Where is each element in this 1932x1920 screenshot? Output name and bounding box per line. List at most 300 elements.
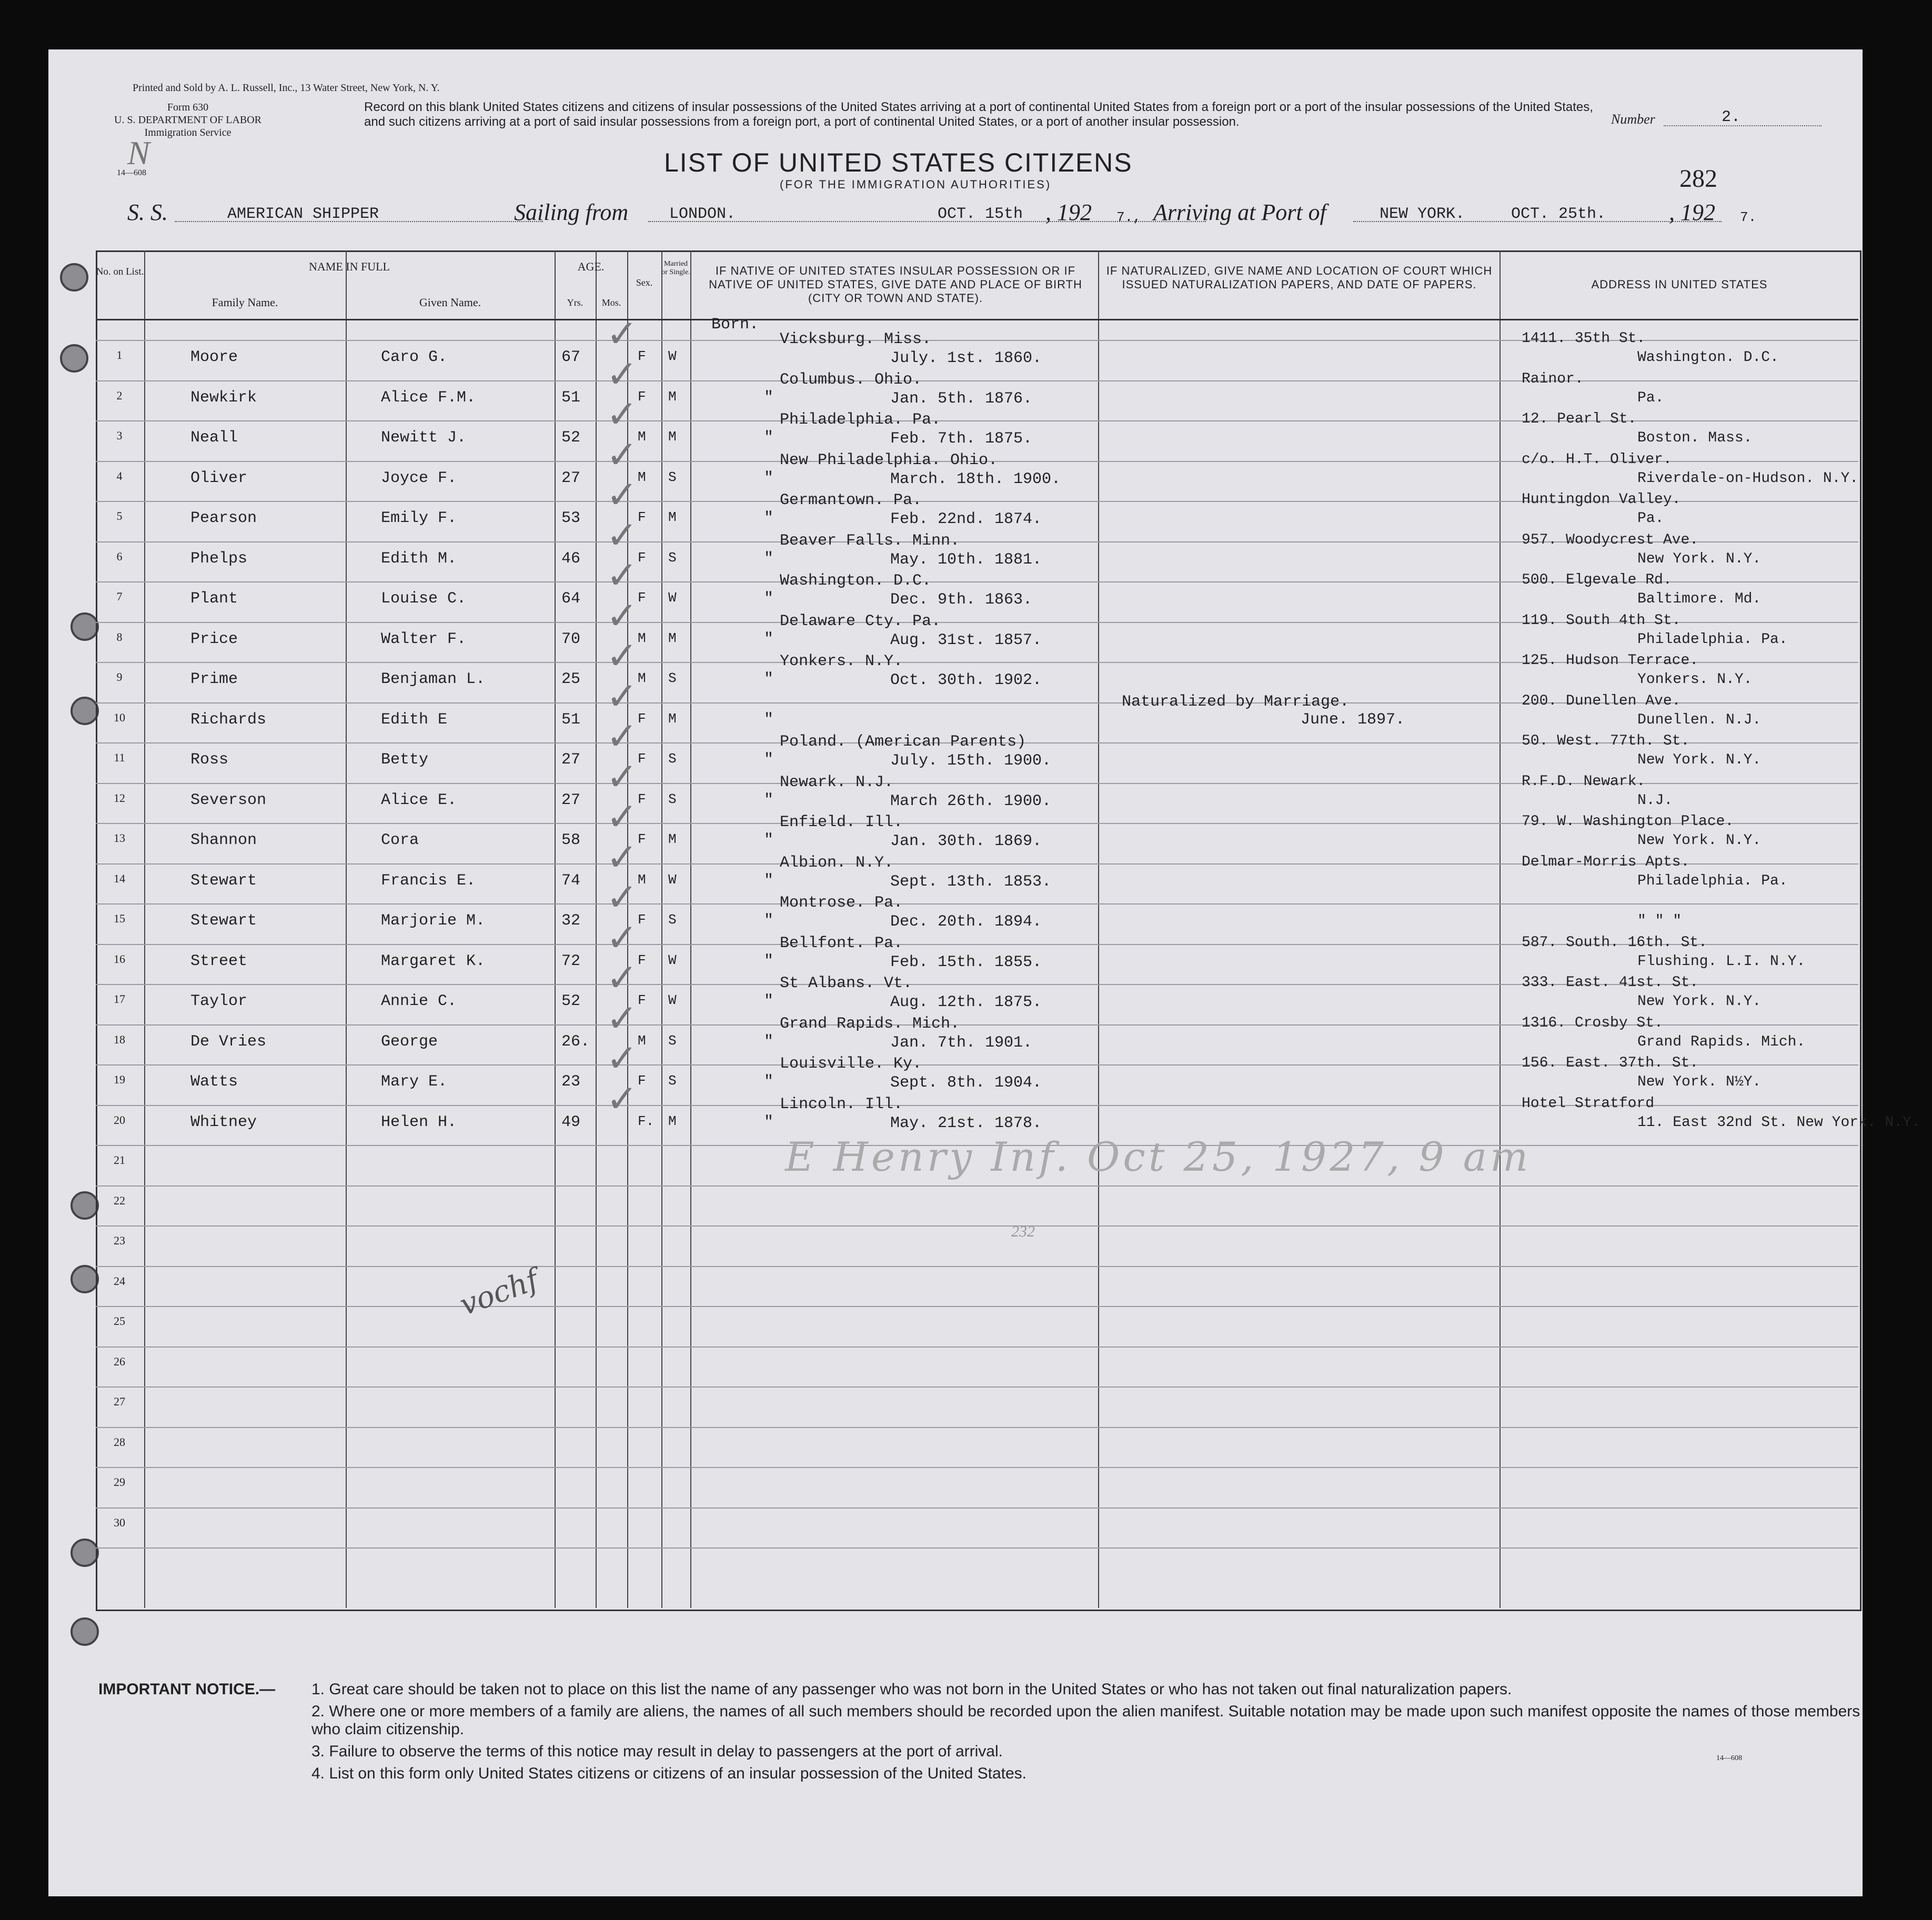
family-name: De Vries: [190, 1032, 267, 1051]
age-years: 51: [561, 710, 581, 729]
marital-status: W: [668, 952, 677, 968]
page-title: LIST OF UNITED STATES CITIZENS: [664, 148, 1133, 177]
birth-place: Albion. N.Y.: [780, 853, 894, 872]
notice-item-1: 1. Great care should be taken not to place on this list the name of any passenger who was not born in the United States or who has not taken out final naturalization papers.: [311, 1681, 1512, 1698]
birth-date: Jan. 30th. 1869.: [890, 832, 1042, 850]
row-rule: [96, 1467, 1858, 1468]
age-years: 67: [561, 348, 581, 366]
row-number: 10: [114, 710, 125, 724]
address-line-2: New York. N.Y.: [1637, 993, 1762, 1010]
marital-status: M: [668, 388, 677, 405]
ditto-mark: ": [764, 791, 774, 809]
birth-date: July. 15th. 1900.: [890, 752, 1052, 770]
address-line-1: 156. East. 37th. St.: [1522, 1055, 1699, 1071]
birth-place: Bellfont. Pa.: [780, 934, 903, 952]
address-line-2: N.J.: [1637, 792, 1673, 809]
address-line-1: 587. South. 16th. St.: [1522, 934, 1707, 951]
notice-item-2: 2. Where one or more members of a family are aliens, the names of all such members should be recorded upon the alien manifest. Suitable notation may be made upon such manifest opposite the names of those members who claim citizenship.: [311, 1703, 1860, 1738]
birth-date: Aug. 12th. 1875.: [890, 993, 1042, 1011]
check-mark: ✓: [606, 311, 638, 356]
row-rule: [96, 1507, 1858, 1509]
check-mark: ✓: [606, 1076, 638, 1121]
check-mark: ✓: [606, 1036, 638, 1080]
marital-status: W: [668, 590, 677, 606]
row-rule: [96, 1346, 1858, 1348]
age-years: 52: [561, 992, 581, 1010]
corner-handwritten-mark: N: [127, 134, 150, 172]
family-name: Taylor: [190, 992, 248, 1010]
given-name: Annie C.: [381, 992, 457, 1010]
row-rule: [96, 1306, 1858, 1307]
given-name: Cora: [381, 831, 419, 849]
year-digit-2: 7.: [1740, 209, 1757, 225]
marital-status: W: [668, 348, 677, 364]
address-line-2: New York. N.Y.: [1637, 550, 1762, 567]
address-line-1: 1411. 35th St.: [1522, 330, 1646, 347]
check-mark: ✓: [606, 875, 638, 919]
address-line-2: " " ": [1637, 913, 1682, 929]
row-number: 20: [114, 1113, 125, 1127]
row-number: 21: [114, 1153, 125, 1167]
service-label: Immigration Service: [144, 127, 232, 138]
marital-status: M: [668, 831, 677, 847]
age-years: 52: [561, 429, 581, 447]
ship-name: AMERICAN SHIPPER: [227, 205, 379, 223]
ditto-mark: ": [764, 952, 774, 970]
marital-status: S: [668, 912, 677, 928]
given-name: Benjaman L.: [381, 670, 486, 688]
age-years: 27: [561, 469, 581, 487]
handwritten-mark: 232: [1011, 1223, 1035, 1240]
ditto-mark: ": [764, 670, 774, 688]
header-native-birthplace: IF NATIVE OF UNITED STATES INSULAR POSSESSION OR IF NATIVE OF UNITED STATES, GIVE DATE AND PLACE OF BIRTH (CITY OR TOWN AND STATE).: [709, 264, 1082, 305]
row-number: 26: [114, 1354, 125, 1368]
address-line-2: Riverdale-on-Hudson. N.Y.: [1637, 470, 1859, 487]
sex: F: [638, 509, 646, 525]
birth-date: Feb. 22nd. 1874.: [890, 510, 1042, 528]
header-naturalized: IF NATURALIZED, GIVE NAME AND LOCATION OF COURT WHICH ISSUED NATURALIZATION PAPERS, AND DATE OF PAPERS.: [1106, 264, 1493, 291]
check-mark: ✓: [606, 996, 638, 1040]
address-line-1: 500. Elgevale Rd.: [1522, 572, 1672, 588]
marital-status: M: [668, 710, 677, 727]
age-years: 72: [561, 952, 581, 970]
row-number: 17: [114, 992, 125, 1006]
age-years: 23: [561, 1073, 581, 1091]
address-line-2: Pa.: [1637, 389, 1664, 406]
ditto-mark: ": [764, 388, 774, 407]
record-instructions: Record on this blank United States citizens and citizens of insular possessions of the United States arriving at a port of continental United States from a foreign port or a port of the insular possessions of the United States, and such citizens arriving at a port of said insular possessions from a foreign port, a port of continental United States, or a port of another insular possession.: [364, 100, 1593, 129]
row-number: 18: [114, 1032, 125, 1046]
address-line-2: Pa.: [1637, 510, 1664, 527]
row-rule: [96, 903, 1858, 904]
address-line-1: 1316. Crosby St.: [1522, 1014, 1663, 1031]
page-subtitle: (FOR THE IMMIGRATION AUTHORITIES): [780, 178, 1052, 191]
birth-place: Columbus. Ohio.: [780, 370, 922, 389]
check-mark: ✓: [606, 795, 638, 839]
family-name: Oliver: [190, 469, 248, 487]
birth-place: Newark. N.J.: [780, 773, 894, 791]
birth-place: Beaver Falls. Minn.: [780, 531, 960, 550]
row-number: 2: [116, 388, 123, 402]
notice-item-3: 3. Failure to observe the terms of this notice may result in delay to passengers at the port of arrival.: [311, 1743, 1003, 1760]
row-number: 6: [116, 549, 123, 563]
check-mark: ✓: [606, 754, 638, 799]
sex: M: [638, 1032, 646, 1049]
row-rule: [96, 380, 1858, 381]
birth-place: Lincoln. Ill.: [780, 1095, 903, 1113]
age-years: 49: [561, 1113, 581, 1131]
year-label-2: , 192: [1669, 199, 1715, 225]
check-mark: ✓: [606, 432, 638, 477]
given-name: Walter F.: [381, 630, 467, 648]
birth-place: Washington. D.C.: [780, 572, 932, 590]
address-line-1: 79. W. Washington Place.: [1522, 813, 1734, 830]
sex: F: [638, 952, 646, 968]
sex: F: [638, 751, 646, 767]
marital-status: M: [668, 630, 677, 646]
birth-date: Sept. 13th. 1853.: [890, 872, 1052, 891]
birth-place: Delaware Cty. Pa.: [780, 612, 941, 630]
given-name: Joyce F.: [381, 469, 457, 487]
given-name: Emily F.: [381, 509, 457, 527]
family-name: Newkirk: [190, 388, 257, 407]
row-rule: [96, 1225, 1858, 1227]
row-number: 19: [114, 1073, 125, 1086]
given-name: Marjorie M.: [381, 912, 486, 930]
given-name: Newitt J.: [381, 429, 467, 447]
header-mos: Mos.: [601, 297, 621, 308]
birth-date: Aug. 31st. 1857.: [890, 631, 1042, 649]
ditto-mark: ": [764, 831, 774, 849]
sex: F: [638, 348, 646, 364]
marital-status: S: [668, 791, 677, 807]
row-number: 24: [114, 1274, 125, 1288]
row-number: 4: [116, 469, 123, 482]
birth-date: May. 21st. 1878.: [890, 1114, 1042, 1132]
family-name: Stewart: [190, 912, 257, 930]
birth-date: Dec. 9th. 1863.: [890, 591, 1033, 609]
ss-label: S. S.: [127, 199, 168, 225]
ditto-mark: ": [764, 1032, 774, 1051]
address-line-1: 333. East. 41st. St.: [1522, 974, 1699, 991]
sex: M: [638, 871, 646, 888]
notice-title: IMPORTANT NOTICE.—: [98, 1681, 276, 1698]
marital-status: S: [668, 549, 677, 566]
header-sex: Sex.: [636, 277, 653, 288]
ditto-mark: ": [764, 1073, 774, 1091]
department-label: U. S. DEPARTMENT OF LABOR: [114, 114, 261, 126]
birth-place: Grand Rapids. Mich.: [780, 1014, 960, 1033]
arriving-label: Arriving at Port of: [1153, 199, 1326, 225]
inspector-signature: E Henry Inf. Oct 25, 1927, 9 am: [785, 1133, 1532, 1180]
sex: F: [638, 831, 646, 847]
row-number: 15: [114, 912, 125, 925]
marital-status: S: [668, 670, 677, 686]
number-value: 2.: [1722, 108, 1741, 126]
ditto-mark: ": [764, 710, 774, 729]
row-number: 25: [114, 1314, 125, 1328]
row-number: 22: [114, 1193, 125, 1207]
age-years: 53: [561, 509, 581, 527]
sex: F: [638, 388, 646, 405]
age-years: 27: [561, 751, 581, 769]
sailing-from: LONDON.: [669, 205, 736, 223]
birth-place: St Albans. Vt.: [780, 974, 913, 992]
birth-date: March. 18th. 1900.: [890, 470, 1061, 488]
family-name: Street: [190, 952, 248, 970]
form-label: Form 630: [167, 102, 209, 113]
row-number: 23: [114, 1234, 125, 1247]
sex: M: [638, 630, 646, 646]
family-name: Ross: [190, 751, 229, 769]
marital-status: M: [668, 429, 677, 445]
marital-status: S: [668, 1073, 677, 1089]
notice-item-4: 4. List on this form only United States citizens or citizens of an insular possession of the United States.: [311, 1765, 1027, 1782]
family-name: Stewart: [190, 871, 257, 890]
check-mark: ✓: [606, 956, 638, 1000]
age-years: 70: [561, 630, 581, 648]
header-married-single: Married or Single.: [661, 260, 690, 276]
header-family-name: Family Name.: [212, 296, 278, 309]
given-name: Helen H.: [381, 1113, 457, 1131]
sex: F: [638, 992, 646, 1008]
check-mark: ✓: [606, 351, 638, 396]
address-line-2: New York. N½Y.: [1637, 1074, 1762, 1090]
address-line-1: R.F.D. Newark.: [1522, 773, 1646, 790]
row-number: 11: [114, 751, 125, 764]
arrival-date: OCT. 25th.: [1511, 205, 1606, 223]
sex: F: [638, 549, 646, 566]
birth-date: Dec. 20th. 1894.: [890, 913, 1042, 931]
family-name: Neall: [190, 429, 238, 447]
check-mark: ✓: [606, 512, 638, 557]
row-number: 29: [114, 1475, 125, 1489]
address-line-1: 957. Woodycrest Ave.: [1522, 531, 1699, 548]
marital-status: S: [668, 1032, 677, 1049]
birth-date: Feb. 7th. 1875.: [890, 430, 1033, 448]
number-label: Number: [1611, 112, 1655, 127]
sex: F: [638, 590, 646, 606]
header-age: AGE.: [577, 260, 605, 273]
naturalization-court: Naturalized by Marriage.: [1122, 692, 1350, 711]
manifest-sheet: [48, 49, 1920, 1896]
birth-place: Enfield. Ill.: [780, 813, 903, 831]
family-name: Moore: [190, 348, 238, 366]
age-years: 51: [561, 388, 581, 407]
sex: M: [638, 670, 646, 686]
birth-place: New Philadelphia. Ohio.: [780, 451, 998, 469]
family-name: Price: [190, 630, 238, 648]
born-label: Born.: [711, 316, 759, 334]
age-years: 32: [561, 912, 581, 930]
family-name: Plant: [190, 590, 238, 608]
sailing-label: Sailing from: [514, 199, 629, 225]
ditto-mark: ": [764, 509, 774, 527]
row-number: 16: [114, 952, 125, 966]
address-line-1: 119. South 4th St.: [1522, 612, 1681, 629]
given-name: Edith E: [381, 710, 448, 729]
birth-date: July. 1st. 1860.: [890, 349, 1042, 367]
header-given-name: Given Name.: [419, 296, 481, 309]
ditto-mark: ": [764, 871, 774, 890]
age-years: 25: [561, 670, 581, 688]
family-name: Prime: [190, 670, 238, 688]
given-name: Alice E.: [381, 791, 457, 809]
given-name: Francis E.: [381, 871, 476, 890]
row-number: 27: [114, 1395, 125, 1408]
birth-date: May. 10th. 1881.: [890, 550, 1042, 569]
row-number: 9: [116, 670, 123, 683]
arrival-port: NEW YORK.: [1380, 205, 1465, 223]
marital-status: W: [668, 871, 677, 888]
row-number: 3: [116, 429, 123, 442]
address-line-1: 50. West. 77th. St.: [1522, 733, 1690, 749]
given-name: Mary E.: [381, 1073, 448, 1091]
address-line-2: 11. East 32nd St. New York. N.Y.: [1637, 1114, 1920, 1131]
marital-status: M: [668, 509, 677, 525]
birth-place: Poland. (American Parents): [780, 733, 1027, 751]
sex: F: [638, 791, 646, 807]
row-number: 30: [114, 1515, 125, 1529]
row-number: 5: [116, 509, 123, 522]
check-mark: ✓: [606, 835, 638, 879]
row-number: 12: [114, 791, 125, 805]
year-label-1: , 192: [1045, 199, 1092, 225]
check-mark: ✓: [606, 915, 638, 960]
marital-status: M: [668, 1113, 677, 1129]
row-number: 7: [116, 590, 123, 603]
birth-date: Jan. 7th. 1901.: [890, 1033, 1033, 1052]
form-number-top: 14—608: [117, 168, 146, 177]
birth-place: Germantown. Pa.: [780, 491, 922, 509]
row-rule: [96, 1427, 1858, 1428]
header-address: ADDRESS IN UNITED STATES: [1591, 278, 1768, 291]
address-line-1: Rainor.: [1522, 370, 1584, 387]
handwritten-margin-note: vochf: [455, 1262, 544, 1323]
family-name: Richards: [190, 710, 267, 729]
family-name: Watts: [190, 1073, 238, 1091]
marital-status: S: [668, 469, 677, 485]
form-info-block: [101, 101, 275, 139]
address-line-2: Baltimore. Md.: [1637, 591, 1762, 607]
sex: M: [638, 469, 646, 485]
row-number: 28: [114, 1435, 125, 1449]
row-number: 8: [116, 630, 123, 644]
birth-date: Sept. 8th. 1904.: [890, 1074, 1042, 1092]
marital-status: W: [668, 992, 677, 1008]
birth-place: Vicksburg. Miss.: [780, 330, 932, 348]
address-line-2: Yonkers. N.Y.: [1637, 671, 1753, 688]
ditto-mark: ": [764, 590, 774, 608]
sex: F: [638, 912, 646, 928]
ditto-mark: ": [764, 429, 774, 447]
address-line-2: Flushing. L.I. N.Y.: [1637, 953, 1806, 970]
address-line-2: Dunellen. N.J.: [1637, 711, 1762, 728]
address-line-1: 125. Hudson Terrace.: [1522, 652, 1699, 669]
given-name: Edith M.: [381, 549, 457, 568]
age-years: 27: [561, 791, 581, 809]
given-name: Caro G.: [381, 348, 448, 366]
form-number-bottom: 14—608: [1716, 1754, 1742, 1762]
address-line-1: Huntingdon Valley.: [1522, 491, 1681, 508]
sex: F: [638, 1073, 646, 1089]
header-no-on-list: No. on List.: [96, 266, 144, 277]
check-mark: ✓: [606, 714, 638, 758]
printer-credit: Printed and Sold by A. L. Russell, Inc., 13 Water Street, New York, N. Y.: [133, 82, 440, 94]
given-name: Louise C.: [381, 590, 467, 608]
birth-date: Feb. 15th. 1855.: [890, 953, 1042, 971]
ditto-mark: ": [764, 549, 774, 568]
address-line-2: New York. N.Y.: [1637, 832, 1762, 849]
header-yrs: Yrs.: [567, 297, 583, 308]
stamp-number: 282: [1679, 165, 1717, 193]
year-digit-1: 7.,: [1116, 209, 1141, 225]
family-name: Whitney: [190, 1113, 257, 1131]
given-name: Betty: [381, 751, 429, 769]
family-name: Shannon: [190, 831, 257, 849]
ditto-mark: ": [764, 912, 774, 930]
ditto-mark: ": [764, 992, 774, 1010]
check-mark: ✓: [606, 673, 638, 718]
address-line-2: Grand Rapids. Mich.: [1637, 1033, 1806, 1050]
birth-place: Montrose. Pa.: [780, 894, 903, 912]
row-rule: [96, 1185, 1858, 1187]
given-name: George: [381, 1032, 438, 1051]
check-mark: ✓: [606, 473, 638, 517]
address-line-2: Philadelphia. Pa.: [1637, 631, 1788, 648]
given-name: Margaret K.: [381, 952, 486, 970]
family-name: Severson: [190, 791, 267, 809]
address-line-2: New York. N.Y.: [1637, 752, 1762, 768]
row-rule: [96, 1547, 1858, 1549]
given-name: Alice F.M.: [381, 388, 476, 407]
row-number: 13: [114, 831, 125, 845]
address-line-1: 200. Dunellen Ave.: [1522, 692, 1681, 709]
address-line-2: Philadelphia. Pa.: [1637, 872, 1788, 889]
row-rule: [96, 1386, 1858, 1388]
check-mark: ✓: [606, 553, 638, 597]
birth-date: Oct. 30th. 1902.: [890, 671, 1042, 689]
address-line-1: c/o. H.T. Oliver.: [1522, 451, 1672, 468]
check-mark: ✓: [606, 634, 638, 678]
ditto-mark: ": [764, 751, 774, 769]
age-years: 74: [561, 871, 581, 890]
sex: M: [638, 429, 646, 445]
address-line-1: 12. Pearl St.: [1522, 411, 1637, 427]
number-line: [1664, 125, 1822, 126]
naturalization-date: June. 1897.: [1301, 710, 1405, 729]
marital-status: S: [668, 751, 677, 767]
family-name: Pearson: [190, 509, 257, 527]
family-name: Phelps: [190, 549, 248, 568]
header-name-in-full: NAME IN FULL: [309, 260, 390, 273]
address-line-1: Delmar-Morris Apts.: [1522, 853, 1690, 870]
address-line-2: Boston. Mass.: [1637, 430, 1753, 446]
ditto-mark: ": [764, 1113, 774, 1131]
check-mark: ✓: [606, 392, 638, 436]
address-line-1: Hotel Stratford: [1522, 1095, 1655, 1112]
sailing-date: OCT. 15th: [938, 205, 1023, 223]
sex: F.: [638, 1113, 655, 1129]
age-years: 58: [561, 831, 581, 849]
address-line-2: Washington. D.C.: [1637, 349, 1779, 366]
check-mark: ✓: [606, 593, 638, 638]
ditto-mark: ": [764, 469, 774, 487]
age-years: 64: [561, 590, 581, 608]
row-rule: [96, 1266, 1858, 1267]
birth-place: Louisville. Ky.: [780, 1055, 922, 1073]
age-years: 46: [561, 549, 581, 568]
